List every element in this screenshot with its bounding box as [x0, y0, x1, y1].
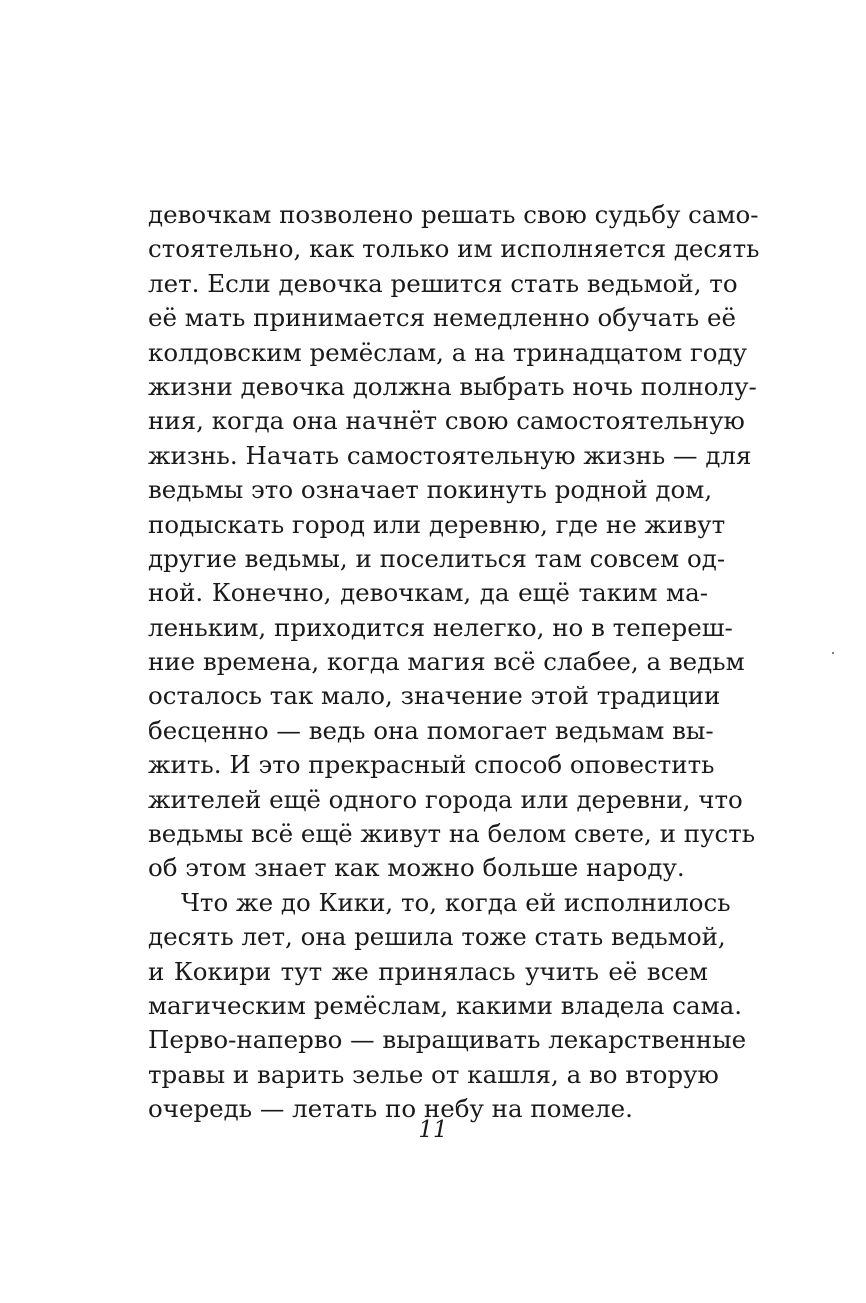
text-line: Перво-наперво — выращивать лекарственные	[148, 1025, 747, 1055]
paragraph-2	[148, 886, 747, 1127]
text-line: другие ведьмы, и поселиться там совсем од-	[148, 543, 726, 573]
text-line: десять лет, она решила тоже стать ведьмой,	[148, 922, 726, 952]
text-line: ведьмы это означает покинуть родной дом,	[148, 475, 713, 505]
text-line: ния, когда она начнёт свою самостоятельную	[148, 406, 745, 436]
text-line: подыскать город или деревню, где не живут	[148, 509, 726, 539]
page-number: 11	[418, 1117, 448, 1143]
paragraph-1	[148, 198, 760, 886]
text-line: ведьмы всё ещё живут на белом свете, и пусть	[148, 819, 756, 849]
text-line: колдовским ремёслам, а на тринадцатом году	[148, 337, 748, 367]
text-line: магическим ремёслам, какими владела сама.	[148, 990, 743, 1020]
text-line: её мать принимается немедленно обучать её	[148, 303, 736, 333]
text-line: девочкам позволено решать свою судьбу само-	[148, 200, 759, 229]
text-line: жизнь. Начать самостоятельную жизнь — для	[148, 440, 752, 470]
text-line: очередь — летать по небу на помеле.	[148, 1094, 633, 1124]
text-line: леньким, приходится нелегко, но в тепереш-	[148, 612, 733, 642]
text-line: осталось так мало, значение этой традиции	[148, 681, 721, 711]
text-line: стоятельно, как только им исполняется десять	[148, 234, 760, 264]
text-line: жизни девочка должна выбрать ночь полнолу-	[148, 371, 757, 401]
text-line: жителей ещё одного города или деревни, что	[148, 784, 743, 814]
text-line: и Кокири тут же принялась учить её всем	[148, 956, 708, 986]
text-line: травы и варить зелье от кашля, а во вторую	[148, 1059, 719, 1089]
text-line: лет. Если девочка решится стать ведьмой, то	[148, 268, 738, 298]
text-line: Что же до Кики, то, когда ей исполнилось	[181, 887, 731, 917]
text-line: жить. И это прекрасный способ оповестить	[148, 750, 715, 780]
scan-speck	[832, 652, 834, 654]
text-line: ние времена, когда магия всё слабее, а ведьм	[148, 647, 745, 677]
text-line: бесценно — ведь она помогает ведьмам вы-	[148, 715, 714, 745]
text-line: ной. Конечно, девочкам, да ещё таким ма-	[148, 578, 708, 608]
text-line: об этом знает как можно больше народу.	[148, 853, 685, 883]
body-text	[148, 198, 760, 1127]
